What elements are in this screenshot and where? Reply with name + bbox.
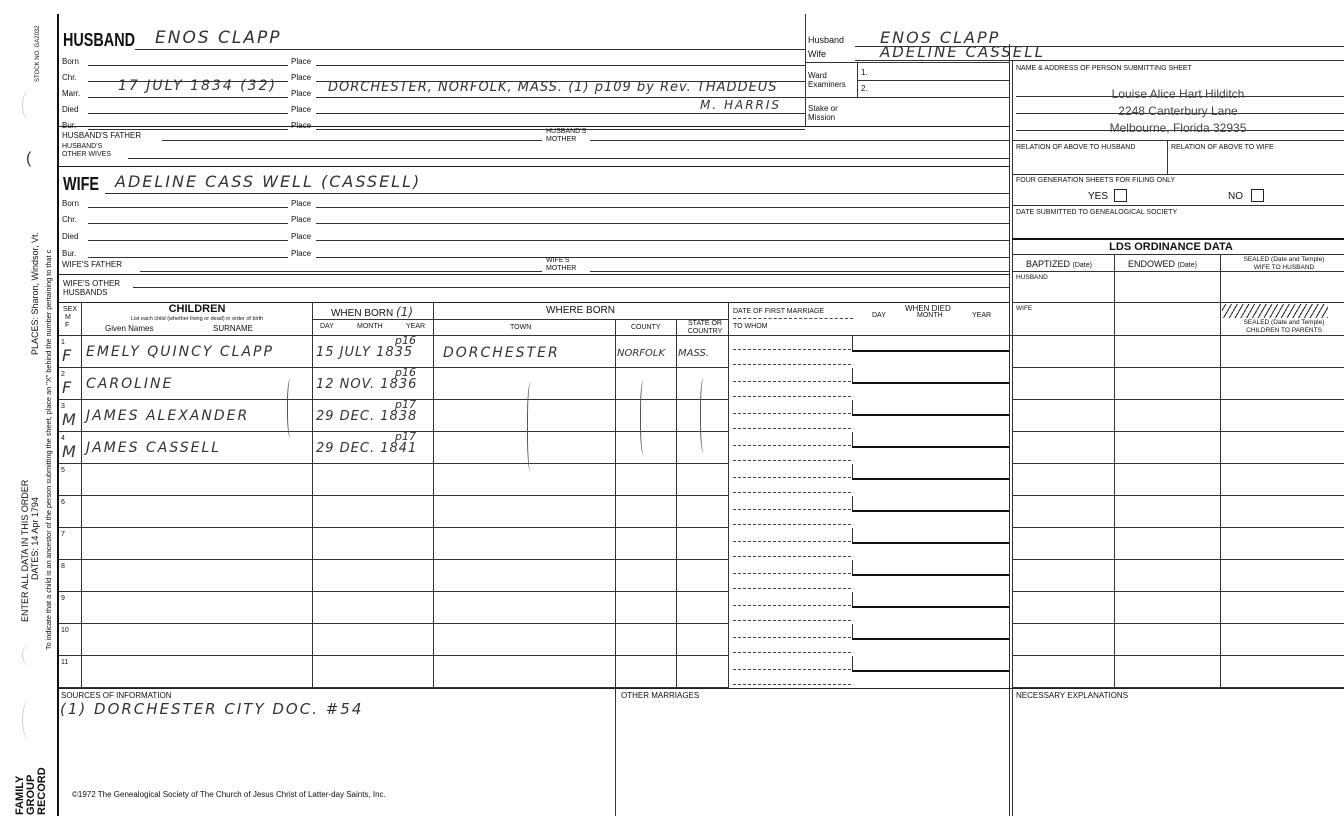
- child-sex[interactable]: M: [62, 442, 76, 461]
- death-date-line[interactable]: [852, 350, 1009, 352]
- lds-row: [1012, 463, 1344, 464]
- lds-row: [1012, 559, 1344, 560]
- husband-heading: HUSBAND: [63, 30, 135, 50]
- child-number: 8: [61, 563, 65, 570]
- child-number: 1: [61, 339, 65, 346]
- child-town[interactable]: DORCHESTER: [443, 345, 560, 361]
- to-whom-header: TO WHOM: [733, 323, 768, 330]
- marriage-spouse-line[interactable]: [733, 588, 851, 589]
- table-row: [59, 367, 729, 368]
- marriage-spouse-line[interactable]: [733, 524, 851, 525]
- wife-chr-place-label: Place: [291, 215, 312, 224]
- husband-born-place-label: Place: [291, 57, 312, 66]
- when-died-header: WHEN DIED: [905, 304, 951, 313]
- child-number: 5: [61, 467, 65, 474]
- lds-wife-row: WIFE: [1016, 305, 1033, 312]
- ditto-mark: [527, 382, 536, 472]
- marriage-date-line[interactable]: [733, 637, 851, 638]
- child-number: 6: [61, 499, 65, 506]
- child-number: 9: [61, 595, 65, 602]
- punch-hole-mark-3: [22, 700, 37, 740]
- county-header: COUNTY: [631, 324, 661, 331]
- death-bracket: [852, 624, 853, 639]
- husband-marr-place-label: Place: [291, 89, 312, 98]
- punch-hole-mark: [22, 90, 37, 120]
- wife-died-place-label: Place: [291, 232, 312, 241]
- marriage-date-line[interactable]: [733, 349, 851, 350]
- marriage-date-line[interactable]: [733, 605, 851, 606]
- husband-other-wives-label: HUSBAND'S OTHER WIVES: [62, 143, 112, 158]
- wife-bur-label: Bur.: [62, 249, 77, 258]
- child-born-date[interactable]: 29 DEC. 1841: [316, 441, 418, 456]
- sex-header: SEX M F: [63, 306, 78, 329]
- sealed-wife-label: SEALED (Date and Temple) WIFE TO HUSBAND: [1243, 256, 1325, 271]
- marriage-spouse-line[interactable]: [733, 620, 851, 621]
- child-number: 7: [61, 531, 65, 538]
- ancestor-instruction: To indicate that a child is an ancestor of the person submitting the sheet, place an "X" behind the number pertaining to that c: [44, 249, 53, 650]
- marriage-date-line[interactable]: [733, 477, 851, 478]
- husband-marr-place[interactable]: DORCHESTER, NORFOLK, MASS. (1) p109 by Rev. THADDEUS: [328, 80, 778, 95]
- child-born-date[interactable]: 12 NOV. 1836: [316, 377, 418, 392]
- left-border: [57, 14, 59, 816]
- children-note: List each child (whether living or dead) in order of birth: [130, 316, 264, 322]
- marriage-date-line[interactable]: [733, 509, 851, 510]
- record-title: FAMILY GROUP RECORD: [14, 767, 48, 815]
- marriage-date-line[interactable]: [733, 669, 851, 670]
- endowed-label: ENDOWED (Date): [1128, 259, 1197, 269]
- child-sex[interactable]: M: [62, 410, 76, 429]
- table-row: [59, 655, 729, 656]
- death-date-line[interactable]: [852, 574, 1009, 576]
- child-name[interactable]: JAMES CASSELL: [86, 440, 222, 456]
- marriage-spouse-line[interactable]: [733, 460, 851, 461]
- death-date-line[interactable]: [852, 606, 1009, 608]
- husband-marr-place-2[interactable]: M. HARRIS: [700, 98, 782, 112]
- death-bracket: [852, 560, 853, 575]
- ward-label: Ward: [808, 71, 827, 80]
- sources-label: SOURCES OF INFORMATION: [61, 691, 172, 700]
- child-number: 2: [61, 371, 65, 378]
- death-date-line[interactable]: [852, 478, 1009, 480]
- punch-mark: (: [26, 150, 32, 167]
- hdr-husband-label: Husband: [808, 35, 845, 45]
- death-bracket: [852, 496, 853, 511]
- child-source-page[interactable]: p17: [395, 430, 416, 443]
- death-date-line[interactable]: [852, 510, 1009, 512]
- sealed-children-label: SEALED (Date and Temple) CHILDREN TO PARENTS: [1243, 319, 1325, 334]
- husband-marr-label: Marr.: [62, 89, 81, 98]
- husband-name[interactable]: ENOS CLAPP: [155, 28, 282, 48]
- child-name[interactable]: JAMES ALEXANDER: [86, 408, 250, 424]
- marriage-date-line[interactable]: [733, 541, 851, 542]
- lds-row: [1012, 399, 1344, 400]
- yes-checkbox[interactable]: [1114, 189, 1127, 202]
- where-born-header: WHERE BORN: [546, 305, 615, 316]
- when-born-header: WHEN BORN (1): [330, 305, 413, 319]
- husband-chr-place-label: Place: [291, 73, 312, 82]
- lds-row: [1012, 591, 1344, 592]
- state-header: STATE OR COUNTRY: [687, 320, 723, 335]
- born-year-header: YEAR: [406, 323, 426, 330]
- given-names-header: Given Names: [105, 324, 154, 333]
- lds-husband-row: HUSBAND: [1016, 274, 1048, 281]
- child-source-page[interactable]: p16: [395, 366, 416, 379]
- born-month-header: MONTH: [357, 323, 383, 330]
- ditto-mark: [287, 378, 296, 438]
- children-header: CHILDREN: [168, 303, 226, 315]
- death-bracket: [852, 528, 853, 543]
- husband-marr-date[interactable]: 17 JULY 1834 (32): [118, 78, 277, 94]
- relation-wife-label: RELATION OF ABOVE TO WIFE: [1171, 144, 1274, 151]
- marriage-spouse-line[interactable]: [733, 556, 851, 557]
- death-bracket: [852, 432, 853, 447]
- relation-husband-label: RELATION OF ABOVE TO HUSBAND: [1016, 144, 1136, 151]
- enter-all-note: ENTER ALL DATA IN THIS ORDER: [20, 479, 30, 622]
- wife-heading: WIFE: [63, 174, 99, 194]
- stake-label: Stake or Mission: [808, 104, 838, 122]
- punch-hole-mark-2: [22, 645, 37, 665]
- marriage-spouse-line[interactable]: [733, 396, 851, 397]
- baptized-label: BAPTIZED (Date): [1026, 259, 1092, 269]
- table-row: [59, 399, 729, 400]
- died-month-header: MONTH: [917, 312, 943, 319]
- town-header: TOWN: [510, 324, 532, 331]
- marriage-spouse-line[interactable]: [733, 364, 851, 365]
- marriage-date-line[interactable]: [733, 381, 851, 382]
- examiner-2: 2.: [861, 84, 868, 93]
- wife-chr-label: Chr.: [62, 215, 77, 224]
- lds-row: [1012, 623, 1344, 624]
- child-number: 4: [61, 435, 65, 442]
- died-year-header: YEAR: [972, 312, 992, 319]
- death-bracket: [852, 592, 853, 607]
- child-state[interactable]: MASS.: [678, 348, 709, 359]
- death-date-line[interactable]: [852, 414, 1009, 416]
- husband-born-label: Born: [62, 57, 79, 66]
- death-bracket: [852, 336, 853, 351]
- table-row: [59, 623, 729, 624]
- child-name[interactable]: CAROLINE: [86, 376, 174, 392]
- husband-died-place-label: Place: [291, 105, 312, 114]
- copyright: ©1972 The Genealogical Society of The Church of Jesus Christ of Latter-day Saints, Inc.: [72, 790, 386, 799]
- child-source-page[interactable]: p17: [395, 398, 416, 411]
- no-checkbox[interactable]: [1251, 189, 1264, 202]
- ditto-mark: [700, 378, 709, 453]
- husband-died-label: Died: [62, 105, 79, 114]
- marriage-spouse-line[interactable]: [733, 492, 851, 493]
- child-county[interactable]: NORFOLK: [617, 348, 666, 359]
- lds-title: LDS ORDINANCE DATA: [1109, 241, 1233, 253]
- death-date-line[interactable]: [852, 670, 1009, 672]
- hdr-wife-value[interactable]: ADELINE CASSELL: [880, 43, 1045, 61]
- wife-father-label: WIFE'S FATHER: [62, 260, 123, 269]
- hdr-wife-label: Wife: [808, 49, 826, 59]
- marriage-date-line[interactable]: [733, 413, 851, 414]
- death-bracket: [852, 656, 853, 671]
- other-marriages-label: OTHER MARRIAGES: [621, 691, 700, 700]
- first-marriage-header: DATE OF FIRST MARRIAGE: [733, 308, 825, 315]
- child-source-page[interactable]: p16: [395, 334, 416, 347]
- marriage-spouse-line[interactable]: [733, 428, 851, 429]
- table-row: [59, 463, 729, 464]
- yes-label: YES: [1088, 191, 1109, 202]
- four-gen-label: FOUR GENERATION SHEETS FOR FILING ONLY: [1016, 177, 1176, 184]
- table-row: [59, 559, 729, 560]
- right-panel-border: [1009, 44, 1010, 816]
- table-row: [59, 527, 729, 528]
- hdr-husband-value[interactable]: ENOS CLAPP: [880, 28, 1001, 47]
- table-row: [59, 431, 729, 432]
- header-divider: [805, 14, 806, 126]
- surname-header: SURNAME: [213, 324, 254, 333]
- death-bracket: [852, 368, 853, 383]
- marriage-date-line[interactable]: [733, 573, 851, 574]
- submitter-address: Louise Alice Hart Hilditch 2248 Canterbury Lane Melbourne, Florida 32935: [1109, 87, 1247, 135]
- wife-died-label: Died: [62, 232, 79, 241]
- death-bracket: [852, 400, 853, 415]
- wife-bur-place-label: Place: [291, 249, 312, 258]
- submitter-label: NAME & ADDRESS OF PERSON SUBMITTING SHEET: [1016, 65, 1192, 72]
- wife-born-place-label: Place: [291, 199, 312, 208]
- lds-row: [1012, 495, 1344, 496]
- child-born-date[interactable]: 15 JULY 1835: [316, 345, 414, 360]
- examiner-1: 1.: [861, 68, 868, 77]
- explanations-label: NECESSARY EXPLANATIONS: [1016, 691, 1129, 700]
- dates-note: DATES: 14 Apr 1794: [30, 497, 40, 580]
- lds-row: [1012, 655, 1344, 656]
- child-born-date[interactable]: 29 DEC. 1838: [316, 409, 418, 424]
- stock-number: STOCK NO. GA2032: [35, 25, 41, 82]
- child-sex[interactable]: F: [62, 346, 72, 365]
- sources-value[interactable]: (1) DORCHESTER CITY DOC. #54: [60, 700, 364, 718]
- death-date-line[interactable]: [852, 638, 1009, 640]
- lds-row: [1012, 431, 1344, 432]
- table-row: [59, 495, 729, 496]
- child-name[interactable]: EMELY QUINCY CLAPP: [86, 344, 274, 360]
- date-submitted-label: DATE SUBMITTED TO GENEALOGICAL SOCIETY: [1016, 209, 1178, 216]
- husband-father-label: HUSBAND'S FATHER: [62, 131, 142, 140]
- husband-chr-label: Chr.: [62, 73, 77, 82]
- marriage-spouse-line[interactable]: [733, 652, 851, 653]
- death-date-line[interactable]: [852, 542, 1009, 544]
- child-number: 10: [61, 627, 69, 634]
- wife-other-husbands-label: WIFE'S OTHER HUSBANDS: [63, 279, 121, 297]
- born-day-header: DAY: [320, 323, 334, 330]
- lds-row: [1012, 367, 1344, 368]
- child-number: 3: [61, 403, 65, 410]
- ditto-mark: [640, 380, 649, 455]
- death-date-line[interactable]: [852, 382, 1009, 384]
- hatched-cell: [1222, 304, 1328, 318]
- death-bracket: [852, 464, 853, 479]
- wife-born-label: Born: [62, 199, 79, 208]
- child-number: 11: [61, 659, 69, 666]
- wife-name[interactable]: ADELINE CASS WELL (CASSELL): [115, 172, 422, 191]
- marriage-date-line[interactable]: [733, 445, 851, 446]
- child-sex[interactable]: F: [62, 378, 72, 397]
- husband-mother-label: HUSBAND'S MOTHER: [546, 128, 587, 143]
- death-date-line[interactable]: [852, 446, 1009, 448]
- examiners-label: Examiners: [808, 80, 846, 89]
- no-label: NO: [1228, 191, 1243, 202]
- places-note: PLACES: Sharon, Windsor, Vt.: [30, 231, 40, 355]
- lds-row: [1012, 527, 1344, 528]
- marriage-spouse-line[interactable]: [733, 684, 851, 685]
- wife-mother-label: WIFE'S MOTHER: [546, 257, 577, 272]
- died-day-header: DAY: [872, 312, 886, 319]
- table-row: [59, 591, 729, 592]
